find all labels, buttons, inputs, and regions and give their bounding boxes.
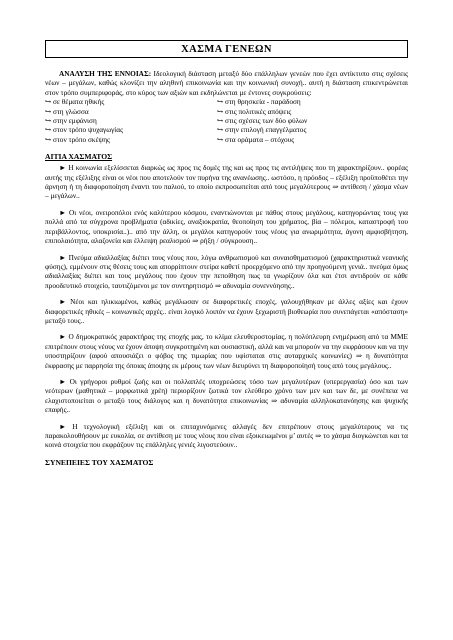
list-item: ↪ στην επιλογή επαγγέλματος xyxy=(217,125,307,135)
list-item: ↪ στις σχέσεις των δύο φύλων xyxy=(217,116,308,126)
cause-paragraph: ► Πνεύμα αδιαλλαξίας διέπει τους νέους που, λόγω ανθρωπισμού και συναισθηματισμού (χαρακτηριστικά νεανικής φύσης), εμμένουν στις θέσεις τους και απορρίπτουν στείρα καθετί προερχόμενο από την προηγούμενη γενιά.. πνεύμα όμως αδιαλλαξίας διέπει και τους μεγάλους που έχουν την πεποίθηση πως τα γνωρίζουν όλα και έτσι αντιδρούν σε κάθε προοδευτικό στοιχείο, ταυτιζόμενοι με τον συντηρητισμό ⇒ αδυναμία συνεννόησης.. xyxy=(45,252,408,290)
cause-paragraph: ► Οι νέοι, ονειροπόλοι ενός καλύτερου κόσμου, εναντιώνονται με πάθος στους μεγάλους, κατηγορώντας τους για πολλά από τα σύγχρονα προβλήματα (αδικίες, αναξιοκρατία, θεοποίηση του χρήματος, βία – πόλεμοι, καταστροφή του περιβάλλοντος, υποκρισία..).. από την άλλη, οι μεγάλοι κατηγορούν τους νέους για ανωριμότητα, άγονη αμφισβήτηση, επιπολαιότητα, αλαζονεία και έλλειψη ρεαλισμού ⇒ ρήξη / σύγκρουση.. xyxy=(45,207,408,246)
list-item: ↪ σε θέματα ηθικής xyxy=(45,97,105,107)
list-item: ↪ στον τρόπο ψυχαγωγίας xyxy=(45,125,123,135)
cause-paragraph: ► Η κοινωνία εξελίσσεται διαρκώς ως προς τις δομές της και ως προς τις αντιλήψεις που τη χαρακτηρίζουν.. φορέας αυτής της εξέλιξης είναι οι νέοι που αποτελούν τον πυρήνα της ανανέωσης.. ωστόσο, η πρόοδος – εξέλιξη προϋποθέτει την άρνηση ή τη διαφοροποίηση έναντι του παλιού, το οποίο εκπροσωπείται από τους μεγαλύτερους ⇒ αντίθεση / χάσμα νέων – μεγάλων.. xyxy=(45,163,408,201)
analysis-text: Ιδεολογική διάσταση μεταξύ δύο επάλληλων γενεών που έχει αντίκτυπο στις σχέσεις νέων – μεγάλων, καθώς κλονίζει την αληθινή επικοινωνία και την κοινωνική συνοχή.. αυτή η διάσταση επικεντρώνεται στον τρόπο συμπεριφοράς, στο κύρος των αξιών και εκδηλώνεται με έντονες συγκρούσεις: xyxy=(45,69,409,97)
page-title: ΧΑΣΜΑ ΓΕΝΕΩΝ xyxy=(45,40,408,58)
cause-paragraph: ► Ο δημοκρατικός χαρακτήρας της εποχής μας, το κλίμα ελευθεροστομίας, η πολύπλευρη ενημέρωση από τα ΜΜΕ επιτρέπουν στους νέους να έχουν άποψη συγκροτημένη και ουσιαστική, αλλά και να μπορούν να την εκφράσουν και να την υποστηρίζουν (αφού απουσιάζει ο φόβος της τιμωρίας που υφίσταται στις αυταρχικές κοινωνίες) ⇒ η δυνατότητα έκφρασης με παρρησία της όποιας άποψης εκ μέρους των νέων διευρύνει τη διαφοροποίησή τους από τους μεγάλους.. xyxy=(45,332,408,370)
analysis-paragraph xyxy=(45,69,408,97)
consequences-heading: ΣΥΝΕΠΕΙΕΣ ΤΟΥ ΧΑΣΜΑΤΟΣ xyxy=(45,457,154,467)
cause-paragraph: ► Νέοι και ηλικιωμένοι, καθώς μεγάλωσαν σε διαφορετικές εποχές, γαλουχήθηκαν με άλλες αξίες και έχουν διαφορετικές ηθικές – κοινωνικές αρχές.. είναι λογικό λοιπόν να έχουν ξεχωριστή βιοθεωρία που συνεπάγεται «απόσταση» μεταξύ τους.. xyxy=(45,297,408,325)
list-item: ↪ στην εμφάνιση xyxy=(45,116,97,126)
list-item: ↪ στη θρησκεία - παράδοση xyxy=(217,97,301,107)
conflict-areas-list xyxy=(45,97,408,144)
list-item: ↪ στις πολιτικές απόψεις xyxy=(217,106,292,116)
analysis-label: ΑΝΑΛΥΣΗ ΤΗΣ ΕΝΝΟΙΑΣ: xyxy=(59,69,152,78)
list-item: ↪ στη γλώσσα xyxy=(45,106,89,116)
list-item: ↪ στα οράματα – στόχους xyxy=(217,134,295,144)
cause-paragraph: ► Η τεχνολογική εξέλιξη και οι επιταχυνόμενες αλλαγές δεν επιτρέπουν στους μεγαλύτερους να τις παρακολουθήσουν με ευκολία, σε αντίθεση με τους νέους που είναι εξοικειωμένοι μ’ αυτές ⇒ το χάσμα διογκώνεται και τα κοινά στοιχεία που εκφράζουν τις επάλληλες γενιές λιγοστεύουν.. xyxy=(45,421,408,450)
cause-paragraph: ► Οι γρήγοροι ρυθμοί ζωής και οι πολλαπλές υποχρεώσεις τόσο των μεγαλυτέρων (υπερεργασία) όσο και των νεότερων (μαθητικά – μορφωτικά χρέη) περιορίζουν ζωτικά τον ελεύθερο χρόνο των μεν και των δε, με συνέπεια να ελαχιστοποιείται ο μεταξύ τους διάλογος και η δυνατότητα επικοινωνίας ⇒ αδυναμία αλληλοκατανόησης και ψυχικής επαφής.. xyxy=(45,376,408,415)
list-item: ↪ στον τρόπο σκέψης xyxy=(45,134,110,144)
causes-heading: ΑΙΤΙΑ ΧΑΣΜΑΤΟΣ xyxy=(45,152,113,162)
